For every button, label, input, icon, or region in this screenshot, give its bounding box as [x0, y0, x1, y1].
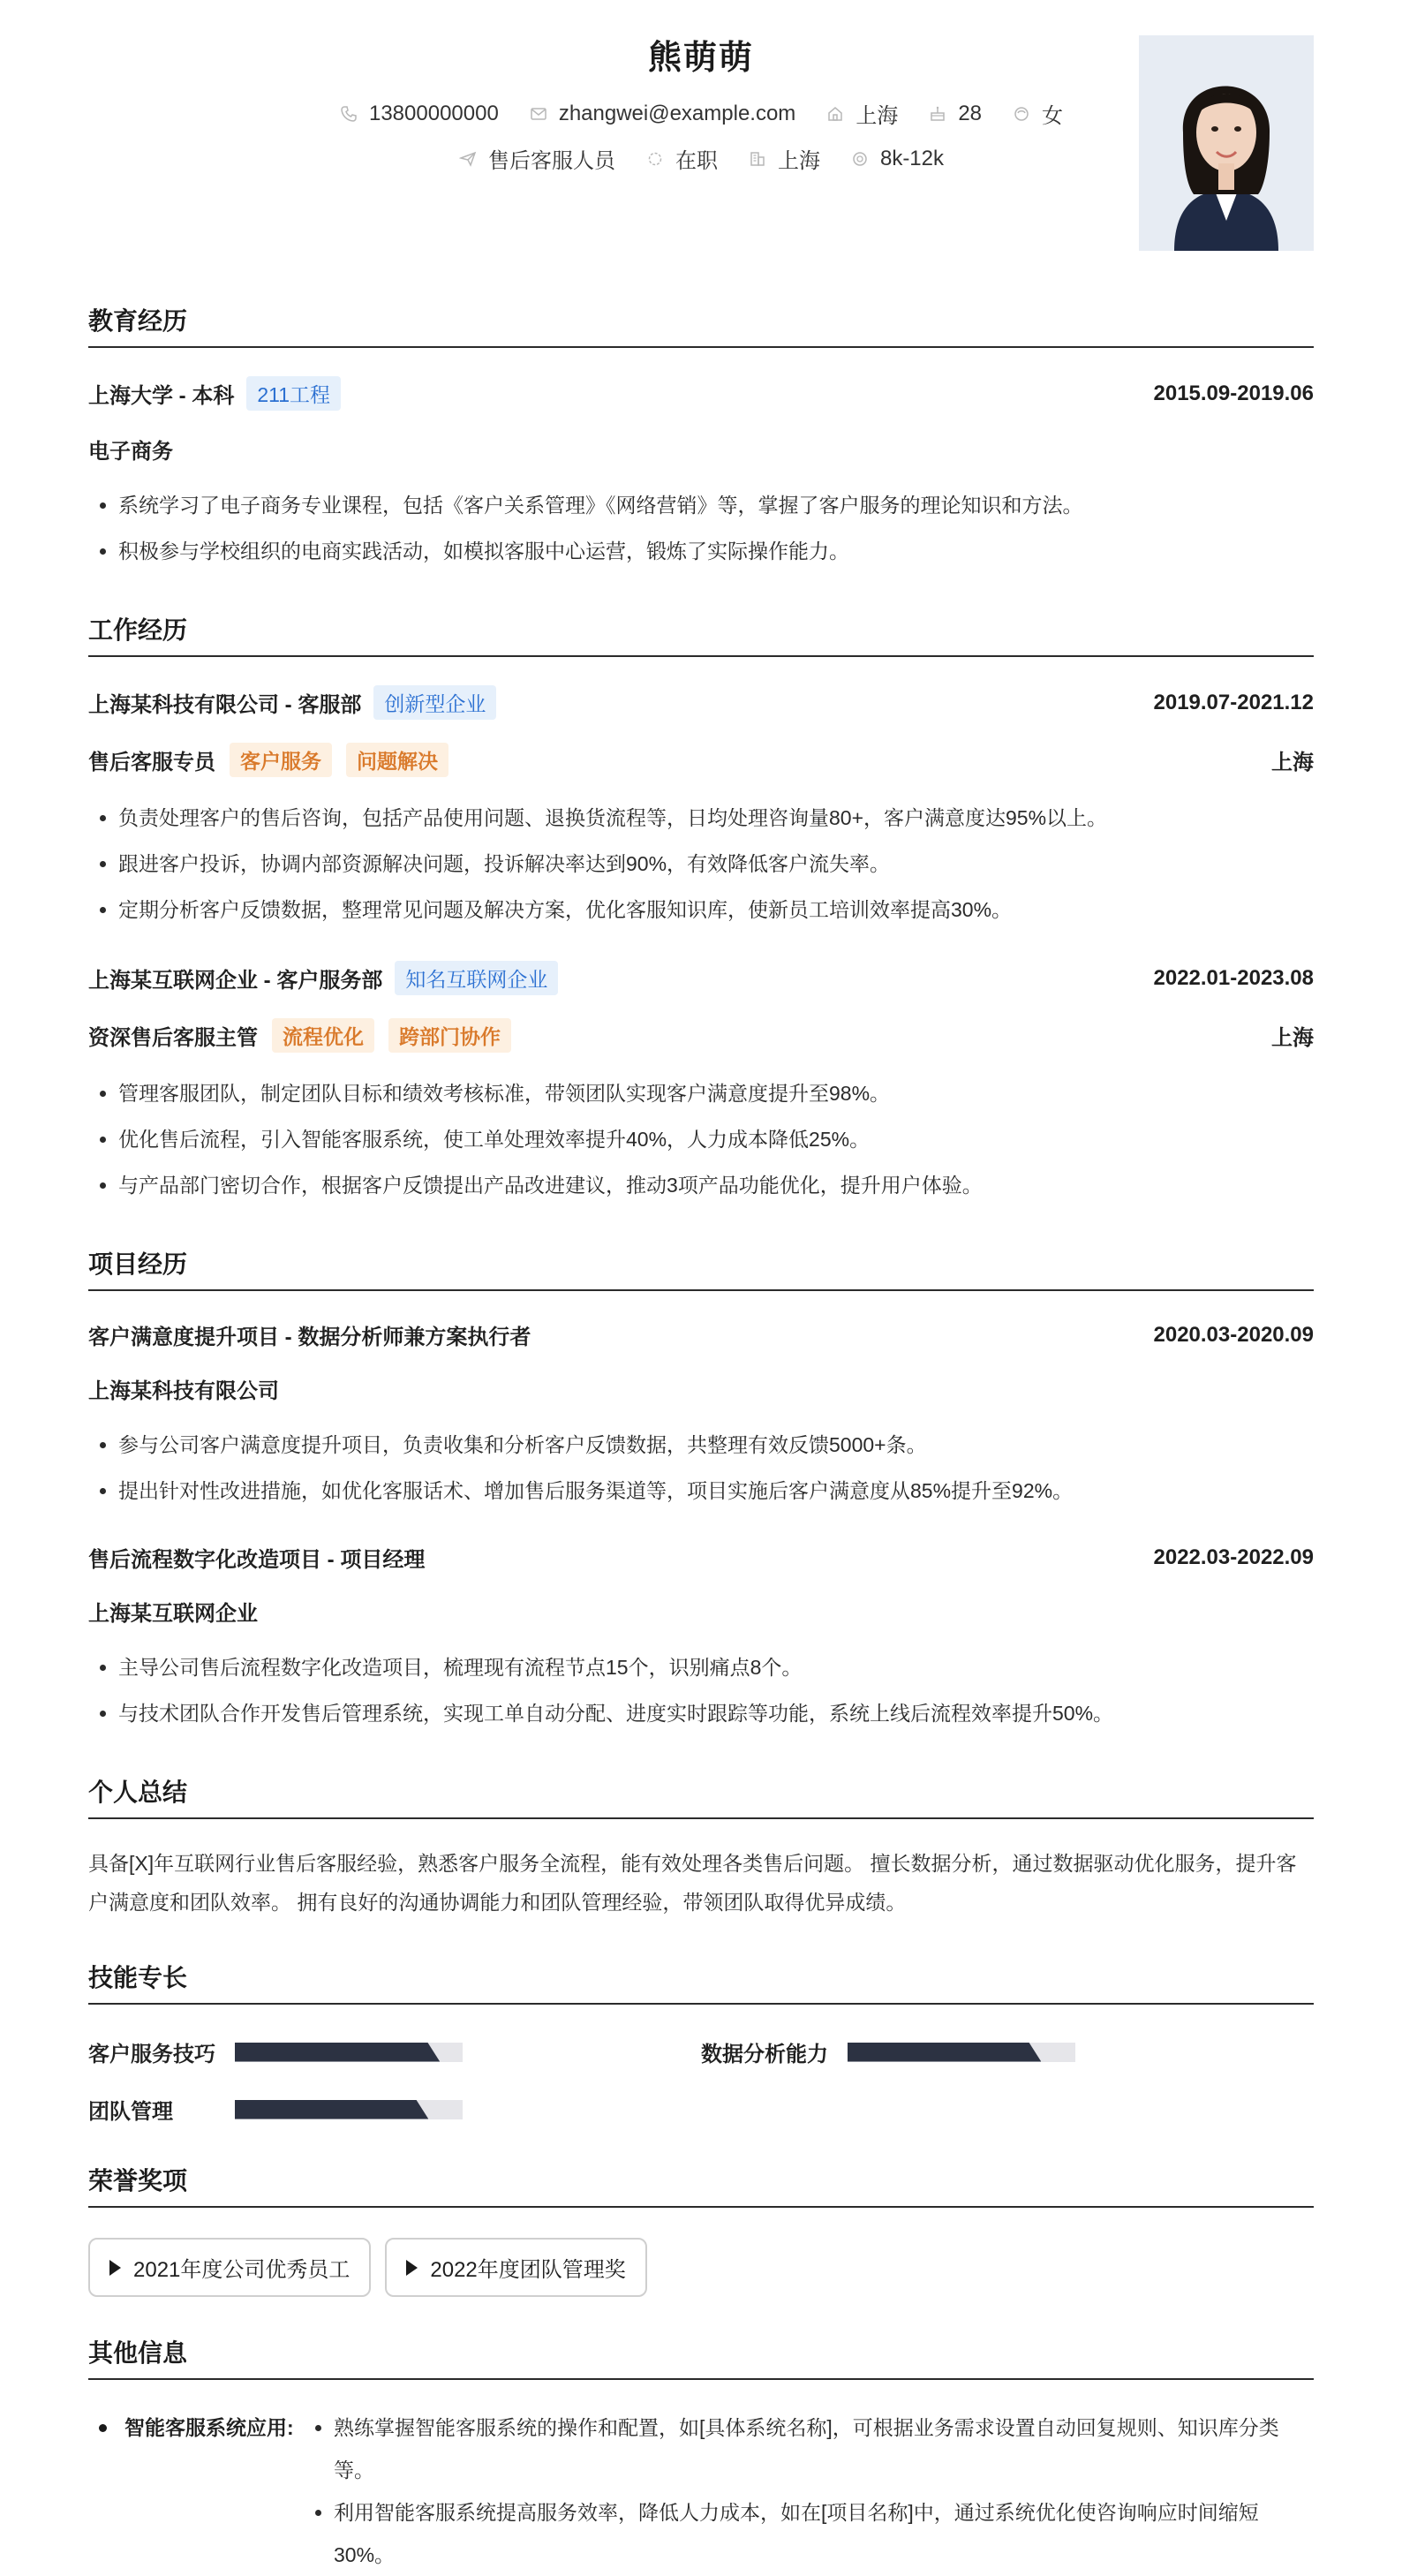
other-section-title: 其他信息 [88, 2334, 1314, 2380]
education-section-title: 教育经历 [88, 302, 1314, 348]
project-title: 客户满意度提升项目 - 数据分析师兼方案执行者 [88, 1326, 531, 1349]
project-org: 上海某科技有限公司 [88, 1379, 279, 1403]
project-date: 2022.03-2022.09 [1153, 1545, 1314, 1569]
company-tag: 创新型企业 [373, 685, 496, 720]
summary-text: 具备[X]年互联网行业售后客服经验，熟悉客户服务全流程，能有效处理各类售后问题。 擅长数据分析，通过数据驱动优化服务，提升客户满意度和团队效率。 拥有良好的沟通协调能力和团队管理经验，带领团队取得优异成绩。 [88, 1852, 1297, 1914]
award-label: 2022年度团队管理奖 [430, 2258, 626, 2282]
project-header-row [88, 1319, 1314, 1350]
award-chip[interactable] [385, 2238, 646, 2297]
job-target-item [458, 143, 615, 174]
role-name: 资深售后客服主管 [88, 1026, 258, 1050]
project-header-row [88, 1542, 1314, 1573]
play-icon [109, 2260, 121, 2276]
work-date: 2022.01-2023.08 [1153, 965, 1314, 990]
role-name: 售后客服专员 [88, 751, 215, 774]
status-text: 在职 [675, 149, 718, 173]
skill-tag: 问题解决 [346, 743, 448, 777]
status-item [645, 143, 718, 174]
work-header-row [88, 961, 1314, 995]
list-item: • 优化售后流程，引入智能客服系统，使工单处理效率提升40%，人力成本降低25%。 [118, 1116, 1314, 1162]
skill-name: 客户服务技巧 [88, 2043, 215, 2066]
gender-text: 女 [1042, 104, 1064, 128]
work-city-item [748, 143, 820, 174]
age-item [928, 98, 982, 129]
phone-icon [339, 104, 358, 124]
project-org-row [88, 1373, 1314, 1404]
list-item: • 熟练掌握智能客服系统的操作和配置，如[具体系统名称]，可根据业务需求设置自动回复规则、知识库分类等。 [334, 2406, 1314, 2491]
gender-icon [1012, 104, 1031, 124]
role-row [88, 1018, 1314, 1053]
project-title: 售后流程数字化改造项目 - 项目经理 [88, 1548, 426, 1572]
work-bullets [88, 795, 1314, 933]
award-label: 2021年度公司优秀员工 [133, 2258, 350, 2282]
bullet-dot [99, 2424, 107, 2432]
awards-list [88, 2238, 1314, 2297]
list-item: • 跟进客户投诉，协调内部资源解决问题，投诉解决率达到90%，有效降低客户流失率。 [118, 841, 1314, 887]
skill-bar [235, 2100, 463, 2119]
salary-text: 8k-12k [879, 146, 945, 170]
summary-section-title: 个人总结 [88, 1773, 1314, 1819]
company-name: 上海某科技有限公司 - 客服部 [88, 693, 362, 717]
phone-text: 13800000000 [368, 101, 499, 125]
list-item: • 与产品部门密切合作，根据客户反馈提出产品改进建议，推动3项产品功能优化，提升用户体验。 [118, 1162, 1314, 1208]
other-info-label: 智能客服系统应用: [124, 2416, 294, 2439]
education-date: 2015.09-2019.06 [1153, 381, 1314, 405]
major-name: 电子商务 [88, 440, 173, 464]
phone-item [339, 98, 499, 129]
list-item: • 与技术团队合作开发售后管理系统，实现工单自动分配、进度实时跟踪等功能，系统上线后流程效率提升50%。 [118, 1690, 1314, 1736]
email-text: zhangwei@example.com [558, 101, 796, 125]
education-bullets [88, 482, 1314, 574]
coin-icon [850, 149, 870, 169]
company-name: 上海某互联网企业 - 客户服务部 [88, 969, 383, 993]
list-item: • 定期分析客户反馈数据，整理常见问题及解决方案，优化客服知识库，使新员工培训效率提高30%。 [118, 887, 1314, 933]
project-bullets [88, 1644, 1314, 1736]
profile-photo [1139, 35, 1314, 251]
list-item: • 系统学习了电子商务专业课程，包括《客户关系管理》《网络营销》等，掌握了客户服务的理论知识和方法。 [118, 482, 1314, 528]
education-header-row [88, 376, 1314, 411]
work-bullets [88, 1070, 1314, 1208]
list-item: • 利用智能客服系统提高服务效率，降低人力成本，如在[项目名称]中，通过系统优化使咨询响应时间缩短30%。 [334, 2491, 1314, 2576]
work-header-row [88, 685, 1314, 720]
project-bullets [88, 1422, 1314, 1514]
candidate-name: 熊萌萌 [647, 40, 754, 77]
skill-tag: 客户服务 [230, 743, 332, 777]
play-icon [406, 2260, 418, 2276]
project-org-row [88, 1596, 1314, 1627]
email-item [529, 98, 796, 129]
salary-item [850, 143, 944, 174]
send-icon [458, 149, 478, 169]
work-section-title: 工作经历 [88, 611, 1314, 657]
skill-name: 团队管理 [88, 2100, 173, 2124]
list-item: • 负责处理客户的售后咨询，包括产品使用问题、退换货流程等，日均处理咨询量80+，客户满意度达95%以上。 [118, 795, 1314, 841]
skill-bar-fill [235, 2043, 440, 2062]
skill-bar-fill [235, 2100, 428, 2119]
skill-name: 数据分析能力 [701, 2043, 828, 2066]
company-tag: 知名互联网企业 [395, 961, 558, 995]
project-org: 上海某互联网企业 [88, 1602, 258, 1626]
job-line [88, 143, 1314, 174]
role-row [88, 743, 1314, 777]
job-target-text: 售后客服人员 [487, 149, 615, 173]
skill-bar-fill [848, 2043, 1041, 2062]
city-text: 上海 [856, 104, 899, 128]
skill-item [701, 2036, 1314, 2067]
work-location: 上海 [1271, 751, 1314, 774]
major-row [88, 434, 1314, 465]
project-date: 2020.03-2020.09 [1153, 1322, 1314, 1347]
other-info-label-wrap [88, 2406, 307, 2576]
school-name: 上海大学 - 本科 [88, 384, 235, 408]
home-icon [825, 104, 845, 124]
resume-header [88, 0, 1314, 265]
skill-item [88, 2094, 701, 2125]
list-item: • 参与公司客户满意度提升项目，负责收集和分析客户反馈数据，共整理有效反馈5000+条。 [118, 1422, 1314, 1468]
work-location: 上海 [1271, 1026, 1314, 1050]
skill-tag: 跨部门协作 [388, 1018, 511, 1053]
other-info-list [307, 2406, 1314, 2576]
list-item: • 主导公司售后流程数字化改造项目，梳理现有流程节点15个，识别痛点8个。 [118, 1644, 1314, 1690]
skills-section-title: 技能专长 [88, 1959, 1314, 2005]
city-item [825, 98, 898, 129]
skill-bar [235, 2043, 463, 2062]
work-date: 2019.07-2021.12 [1153, 690, 1314, 714]
school-tag: 211工程 [246, 376, 341, 411]
awards-section-title: 荣誉奖项 [88, 2162, 1314, 2208]
skills-grid [88, 2036, 1314, 2125]
cake-icon [928, 104, 947, 124]
skill-item [88, 2036, 701, 2067]
skill-tag: 流程优化 [272, 1018, 374, 1053]
status-icon [645, 149, 665, 169]
list-item: • 提出针对性改进措施，如优化客服话术、增加售后服务渠道等，项目实施后客户满意度从85%提升至92%。 [118, 1468, 1314, 1514]
gender-item [1012, 98, 1063, 129]
list-item: • 管理客服团队，制定团队目标和绩效考核标准，带领团队实现客户满意度提升至98%。 [118, 1070, 1314, 1116]
work-city-text: 上海 [777, 149, 820, 173]
skill-bar [848, 2043, 1075, 2062]
contact-line [88, 98, 1314, 129]
building-icon [748, 149, 767, 169]
age-text: 28 [958, 101, 983, 125]
projects-section-title: 项目经历 [88, 1245, 1314, 1291]
award-chip[interactable] [88, 2238, 371, 2297]
mail-icon [529, 104, 548, 124]
list-item: • 积极参与学校组织的电商实践活动，如模拟客服中心运营，锻炼了实际操作能力。 [118, 528, 1314, 574]
other-info-block [88, 2406, 1314, 2576]
